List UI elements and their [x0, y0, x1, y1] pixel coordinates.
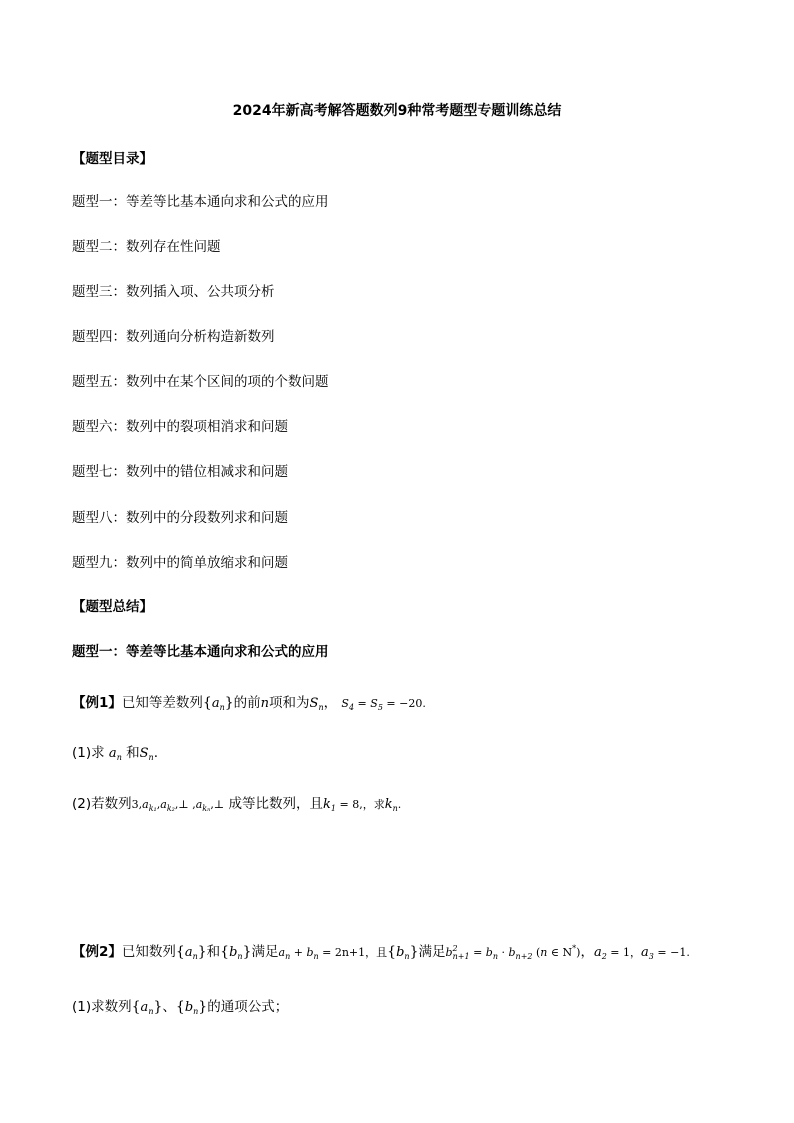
toc-item-4: 题型四：数列通向分析构造新数列 — [72, 329, 275, 345]
example2-statement: 【例2】已知数列$\{a_n\}$和$\{b_n\}$满足$a_n + b_n = 2n+1$，且$\{b_n\}$满足$b^2_{n+1} = b_n \cdot b_{n+2}$ (n ∈ N*)，$a_2 = 1$，$a_3 = -1$. — [72, 944, 690, 961]
example2-label: 【例2】 — [72, 944, 122, 960]
toc-item-5: 题型五：数列中在某个区间的项的个数问题 — [72, 374, 329, 390]
example1-question2: (2)若数列$3,a_{k_1},a_{k_2},\perp$ $,a_{k_n},\perp$ 成等比数列，且$k_1 = 8$,，求$k_n$. — [72, 796, 402, 813]
toc-item-1: 题型一：等差等比基本通向求和公式的应用 — [72, 194, 329, 210]
summary-heading: 【题型总结】 — [72, 599, 153, 615]
toc-item-2: 题型二：数列存在性问题 — [72, 239, 221, 255]
toc-item-8: 题型八：数列中的分段数列求和问题 — [72, 510, 288, 526]
section1-heading: 题型一：等差等比基本通向求和公式的应用 — [72, 644, 329, 660]
toc-heading: 【题型目录】 — [72, 151, 153, 167]
toc-item-6: 题型六：数列中的裂项相消求和问题 — [72, 419, 288, 435]
toc-item-3: 题型三：数列插入项、公共项分析 — [72, 284, 275, 300]
document-title: 2024年新高考解答题数列9种常考题型专题训练总结 — [232, 103, 562, 119]
example1-label: 【例1】 — [72, 695, 122, 711]
example1-question1: (1)求 $a_n$ 和$S_n$. — [72, 745, 158, 762]
example1-statement: 【例1】已知等差数列$\{a_n\}$的前n项和为$S_n$， $S_4 = S_5 = -20$. — [72, 695, 426, 712]
example2-question1: (1)求数列$\{a_n\}$、$\{b_n\}$的通项公式； — [72, 999, 289, 1016]
toc-item-9: 题型九：数列中的简单放缩求和问题 — [72, 555, 288, 571]
toc-item-7: 题型七：数列中的错位相减求和问题 — [72, 464, 288, 480]
